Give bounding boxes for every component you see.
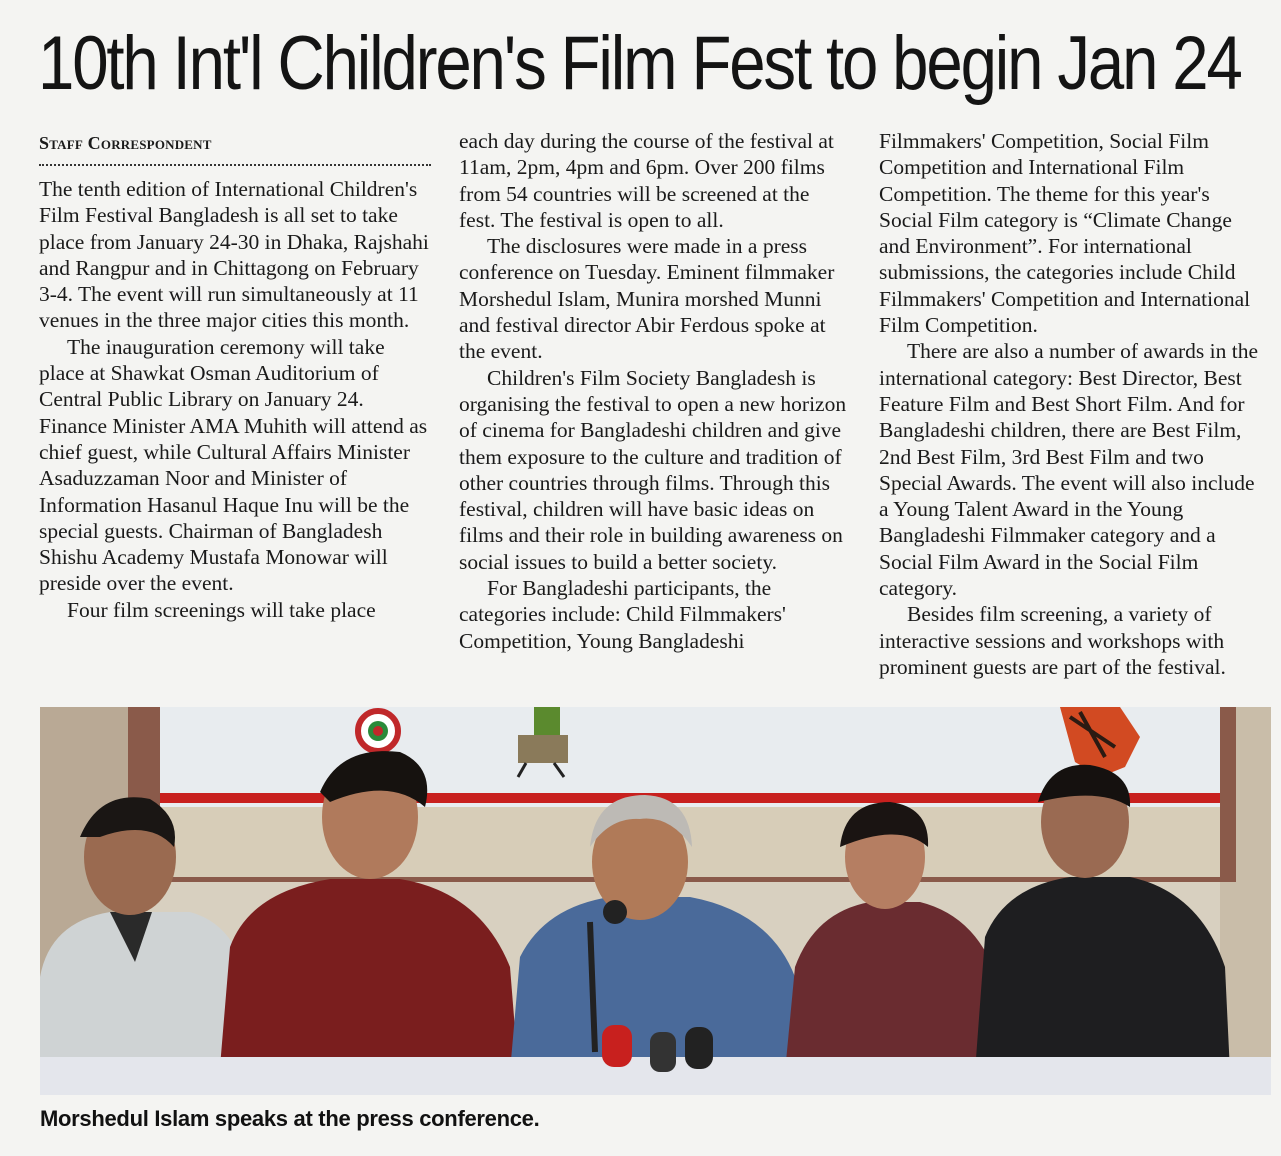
paragraph: There are also a number of awards in the international category: Best Director, Best Feature Film and Best Short Film. And for Bangladeshi children, there are Best Film, 2nd Best Film, 3rd Best Film and two Special Awards. The event will also include a Young Talent Award in the Young Bangladeshi Filmmaker category and a Social Film Award in the Social Film category. <box>879 339 1259 601</box>
paragraph: Besides film screening, a variety of interactive sessions and workshops with prominent guests are part of the festival. <box>879 602 1226 679</box>
byline: Staff Correspondent <box>39 133 212 153</box>
paragraph: For Bangladeshi participants, the categories include: Child Filmmakers' Competition, Young Bangladeshi <box>459 576 786 653</box>
article-column-2 <box>459 128 851 654</box>
article-column-1 <box>39 128 434 623</box>
press-conference-photo <box>40 707 1271 1095</box>
paragraph: Filmmakers' Competition, Social Film Competition and International Film Competition. The theme for this year's Social Film category is “Climate Change and Environment”. For international submissions, the categories include Child Filmmakers' Competition and International Film Competition. <box>879 129 1251 338</box>
article-column-3 <box>879 128 1265 680</box>
paragraph: each day during the course of the festival at 11am, 2pm, 4pm and 6pm. Over 200 films from 54 countries will be screened at the fest. The festival is open to all. <box>459 129 834 232</box>
paragraph: The inauguration ceremony will take place at Shawkat Osman Auditorium of Central Public Library on January 24. Finance Minister AMA Muhith will attend as chief guest, while Cultural Affairs Minister Asaduzzaman Noor and Minister of Information Hasanul Haque Inu will be the special guests. Chairman of Bangladesh Shishu Academy Mustafa Monowar will preside over the event. <box>39 334 428 596</box>
paragraph: The disclosures were made in a press conference on Tuesday. Eminent filmmaker Morshedul Islam, Munira morshed Munni and festival director Abir Ferdous spoke at the event. <box>459 234 835 364</box>
paragraph: Children's Film Society Bangladesh is organising the festival to open a new horizon of cinema for Bangladeshi children and give them exposure to the culture and tradition of other countries through films. Through this festival, children will have basic ideas on films and their role in building awareness on social issues to build a better society. <box>459 365 847 574</box>
paragraph: Four film screenings will take place <box>67 597 376 622</box>
paragraph: The tenth edition of International Children's Film Festival Bangladesh is all set to take place from January 24-30 in Dhaka, Rajshahi and Rangpur and in Chittagong on February 3-4. The event will run simultaneously at 11 venues in the three major cities this month. <box>39 177 429 333</box>
byline-divider <box>39 164 431 166</box>
headline: 10th Int'l Children's Film Fest to begin Jan 24 <box>38 21 1241 106</box>
photo-caption: Morshedul Islam speaks at the press conference. <box>40 1106 540 1131</box>
